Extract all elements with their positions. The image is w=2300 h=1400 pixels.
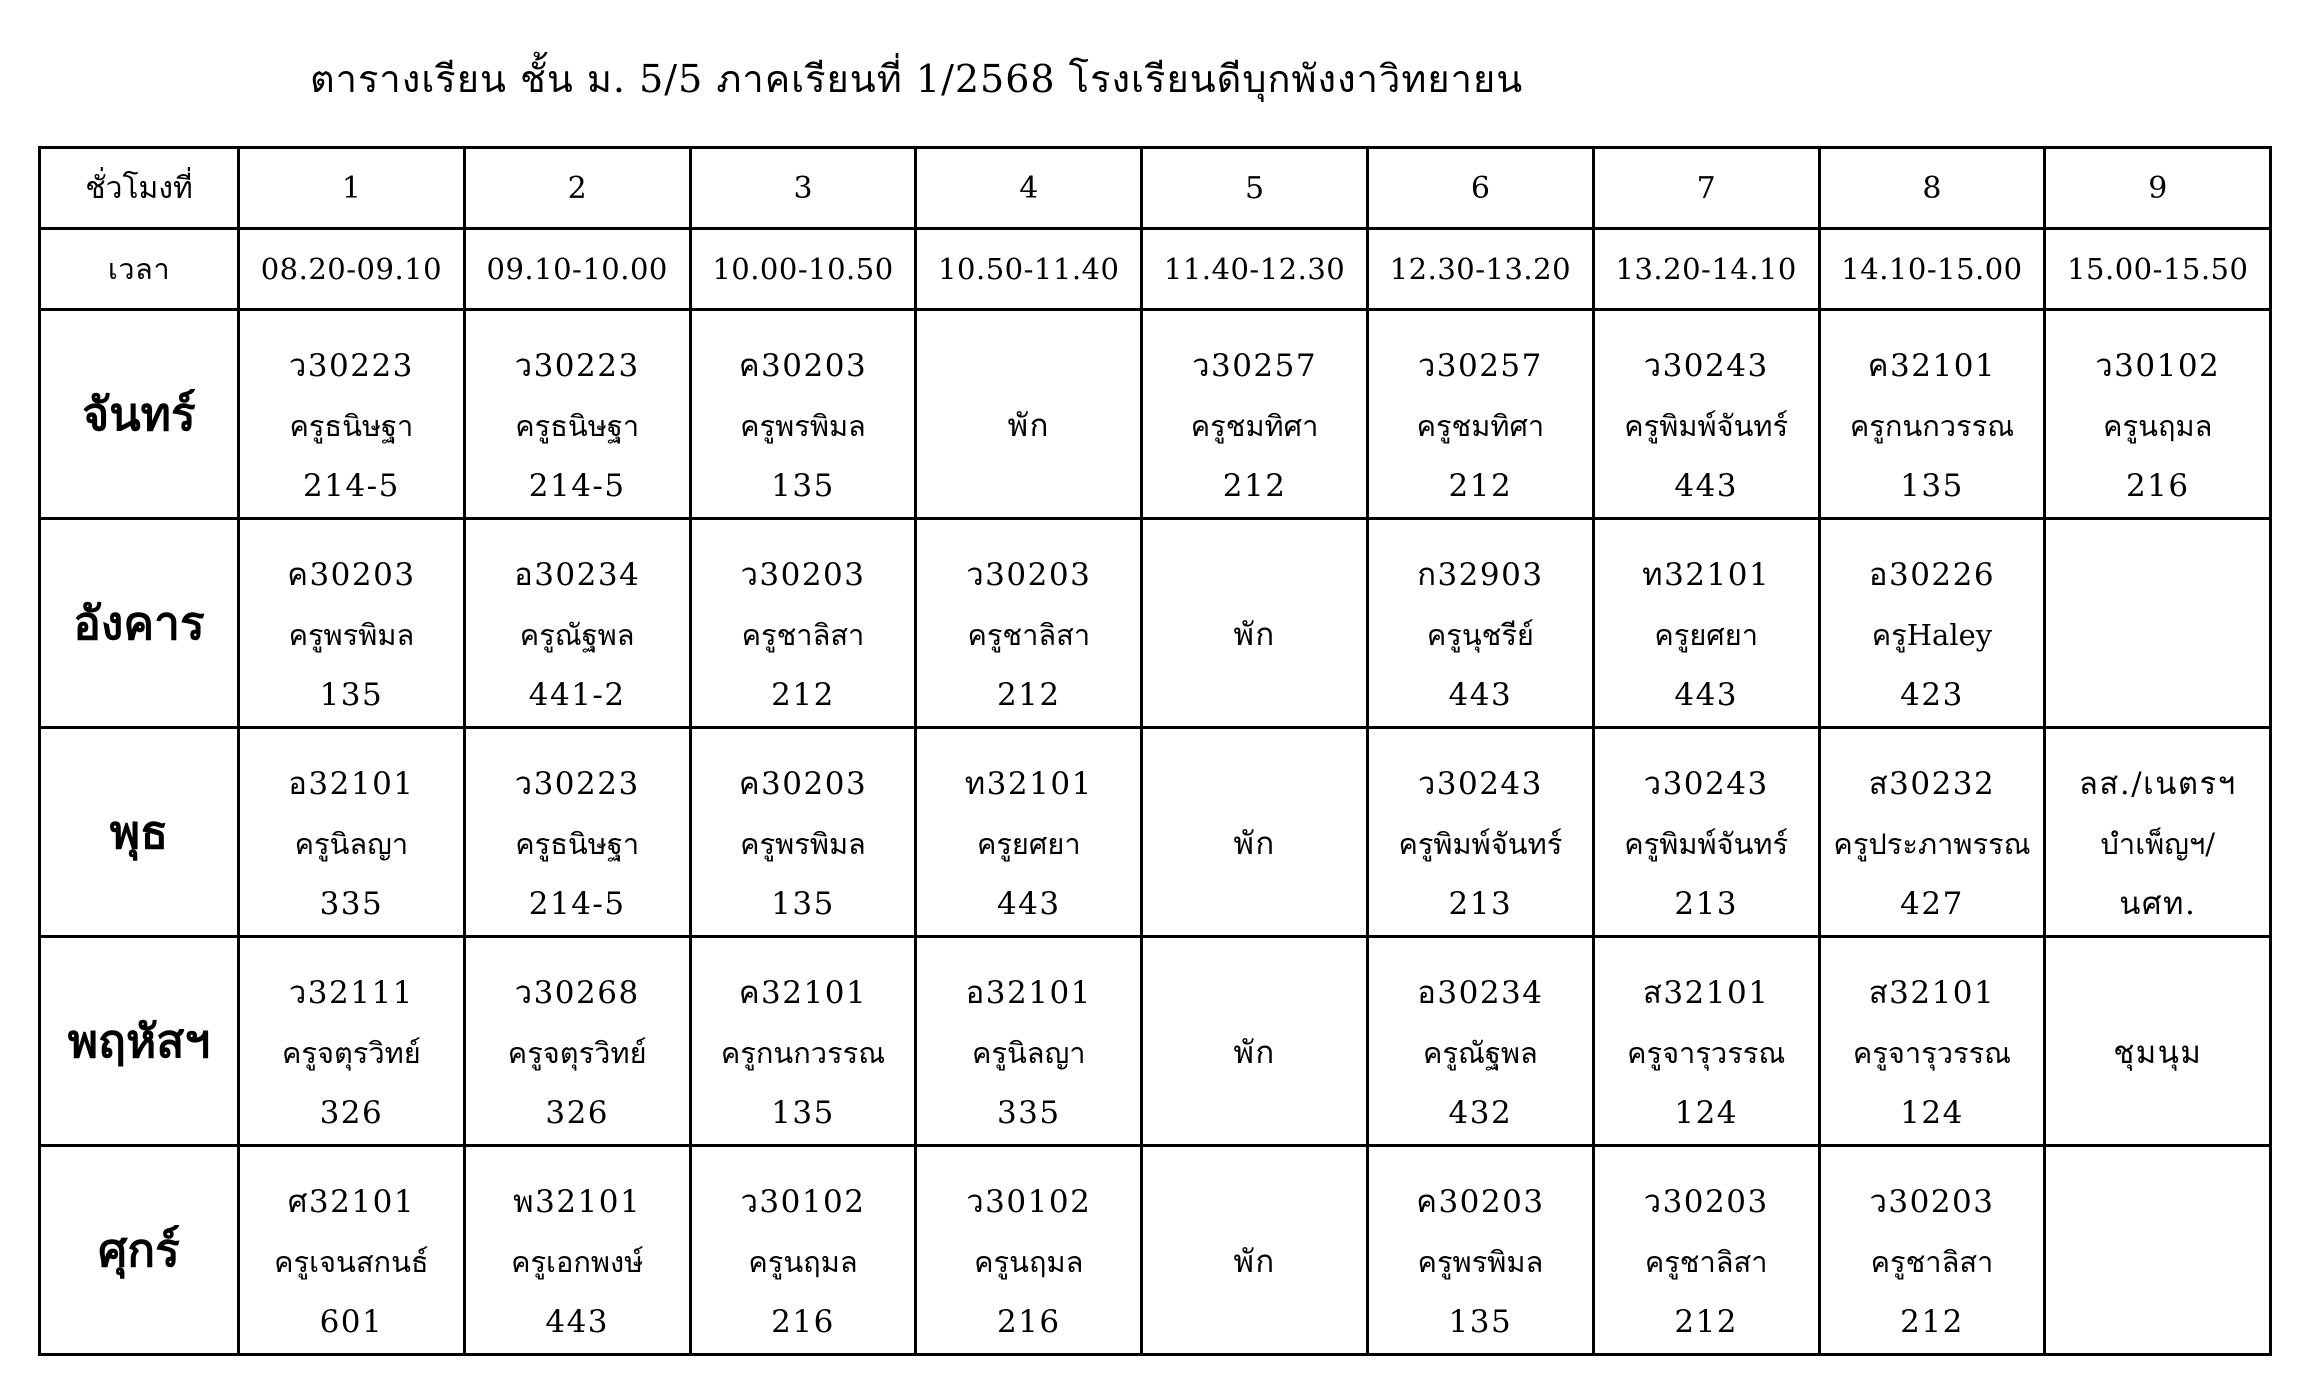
room-number: 432 — [1448, 1095, 1513, 1131]
subject-code: อ32101 — [965, 975, 1092, 1011]
subject-code: อ30234 — [1417, 975, 1544, 1011]
period-number: 1 — [239, 148, 465, 229]
schedule-cell — [239, 519, 465, 728]
subject-code: พัก — [1233, 1244, 1276, 1280]
room-number: 212 — [771, 677, 835, 713]
room-number: 326 — [545, 1095, 610, 1131]
schedule-cell — [690, 1146, 916, 1355]
schedule-cell — [464, 1146, 690, 1355]
subject-code: ก32903 — [1417, 557, 1544, 593]
schedule-cell — [690, 937, 916, 1146]
schedule-cell — [1819, 937, 2045, 1146]
time-range: 15.00-15.50 — [2045, 229, 2271, 310]
teacher-name: ครูนุชรีย์ — [1426, 618, 1534, 652]
period-number: 3 — [690, 148, 916, 229]
schedule-cell — [464, 310, 690, 519]
teacher-name: ครูพรพิมล — [740, 827, 866, 861]
schedule-cell — [464, 937, 690, 1146]
schedule-cell — [916, 728, 1142, 937]
schedule-cell — [239, 1146, 465, 1355]
subject-code: พัก — [1233, 617, 1276, 653]
period-number: 5 — [1142, 148, 1368, 229]
time-row — [40, 229, 2271, 310]
schedule-cell — [1367, 1146, 1593, 1355]
room-number: 212 — [1900, 1304, 1964, 1340]
subject-code: ส32101 — [1868, 975, 1996, 1011]
timetable — [38, 146, 2272, 1356]
subject-code: พัก — [1233, 1035, 1276, 1071]
period-number: 4 — [916, 148, 1142, 229]
teacher-name: ครูนฤมล — [974, 1245, 1084, 1279]
teacher-name: ครูธนิษฐา — [515, 409, 640, 443]
subject-code: ลส./เนตรฯ — [2078, 766, 2237, 802]
teacher-name: ครูชาลิสา — [1870, 1245, 1994, 1279]
teacher-name: ครูพรพิมล — [1417, 1245, 1544, 1279]
schedule-cell — [1367, 519, 1593, 728]
subject-code: ค32101 — [738, 975, 868, 1011]
schedule-cell — [2045, 519, 2271, 728]
teacher-name: ครูHaley — [1871, 618, 1993, 652]
subject-code: อ30226 — [1868, 557, 1996, 593]
schedule-cell — [1142, 728, 1368, 937]
period-row — [40, 148, 2271, 229]
time-range: 12.30-13.20 — [1367, 229, 1593, 310]
room-number: 427 — [1900, 886, 1964, 922]
room-number: 216 — [2125, 468, 2190, 504]
subject-code: ว30243 — [1643, 766, 1769, 802]
teacher-name: ครูจารุวรรณ — [1852, 1036, 2012, 1070]
subject-code: ว30203 — [740, 557, 866, 593]
room-number: 443 — [1674, 468, 1739, 504]
time-range: 14.10-15.00 — [1819, 229, 2045, 310]
teacher-name: ครูประภาพรรณ — [1833, 827, 2031, 861]
period-number: 9 — [2045, 148, 2271, 229]
room-number: 214-5 — [302, 468, 400, 504]
period-number: 8 — [1819, 148, 2045, 229]
room-number: 135 — [771, 468, 835, 504]
teacher-name: ครูจตุรวิทย์ — [507, 1036, 647, 1070]
day-name: อังคาร — [40, 519, 239, 728]
teacher-name: ครูพิมพ์จันทร์ — [1398, 827, 1563, 861]
day-row — [40, 310, 2271, 519]
schedule-cell — [1593, 310, 1819, 519]
schedule-cell — [239, 937, 465, 1146]
subject-code: อ32101 — [288, 766, 415, 802]
schedule-cell — [916, 519, 1142, 728]
room-number: 216 — [996, 1304, 1061, 1340]
time-range: 09.10-10.00 — [464, 229, 690, 310]
subject-code: พ32101 — [513, 1184, 642, 1220]
day-row — [40, 728, 2271, 937]
teacher-name: ครูกนกวรรณ — [1849, 409, 2015, 443]
room-number: 326 — [319, 1095, 384, 1131]
teacher-name: ครูพิมพ์จันทร์ — [1624, 409, 1789, 443]
subject-code: ว30223 — [514, 348, 640, 384]
room-number: 212 — [1448, 468, 1513, 504]
room-number: 124 — [1674, 1095, 1739, 1131]
subject-code: ท32101 — [1642, 557, 1771, 593]
subject-code: ว30203 — [966, 557, 1092, 593]
room-number: 443 — [1674, 677, 1739, 713]
time-header-label: เวลา — [40, 229, 239, 310]
room-number: 135 — [1900, 468, 1964, 504]
teacher-name: ครูชาลิสา — [741, 618, 865, 652]
schedule-cell — [1819, 728, 2045, 937]
period-header-label: ชั่วโมงที่ — [40, 148, 239, 229]
subject-code: ว30203 — [1643, 1184, 1769, 1220]
room-number: 213 — [1674, 886, 1739, 922]
room-number: 443 — [1448, 677, 1513, 713]
room-number: 443 — [996, 886, 1061, 922]
teacher-name: ครูนฤมล — [2103, 409, 2213, 443]
teacher-name: ครูยศยา — [1654, 618, 1758, 652]
day-row — [40, 519, 2271, 728]
teacher-name: ครูนิลญา — [294, 827, 409, 861]
room-number: 214-5 — [528, 468, 626, 504]
schedule-cell — [2045, 937, 2271, 1146]
teacher-name: ครูพรพิมล — [288, 618, 415, 652]
room-number: 335 — [319, 886, 384, 922]
schedule-cell — [1142, 310, 1368, 519]
schedule-cell — [1593, 937, 1819, 1146]
subject-code: ว30257 — [1417, 348, 1543, 384]
schedule-cell — [1367, 937, 1593, 1146]
room-number: 212 — [1222, 468, 1287, 504]
day-name: พุธ — [40, 728, 239, 937]
teacher-name: ครูเจนสกนธ์ — [274, 1245, 429, 1279]
room-number: 214-5 — [528, 886, 626, 922]
schedule-cell — [1593, 728, 1819, 937]
schedule-cell — [1593, 1146, 1819, 1355]
subject-code: ว30243 — [1643, 348, 1769, 384]
subject-code: ว30102 — [740, 1184, 866, 1220]
teacher-name: ครูชมทิศา — [1416, 409, 1545, 443]
day-row — [40, 937, 2271, 1146]
room-number: 135 — [1448, 1304, 1513, 1340]
subject-code: ค32101 — [1867, 348, 1997, 384]
subject-code: ชุมนุม — [2113, 1035, 2203, 1071]
subject-code: ว30203 — [1869, 1184, 1995, 1220]
room-number: 601 — [319, 1304, 384, 1340]
room-number: 443 — [545, 1304, 610, 1340]
teacher-name: ครูณัฐพล — [1422, 1036, 1538, 1070]
room-number: 335 — [996, 1095, 1061, 1131]
subject-code: ว30223 — [288, 348, 414, 384]
teacher-name: ครูจารุวรรณ — [1627, 1036, 1786, 1070]
subject-code: ศ32101 — [287, 1184, 416, 1220]
teacher-name: ครูธนิษฐา — [515, 827, 640, 861]
schedule-cell — [916, 937, 1142, 1146]
teacher-name: ครูนฤมล — [748, 1245, 858, 1279]
teacher-name: ครูกนกวรรณ — [720, 1036, 886, 1070]
teacher-name: ครูพิมพ์จันทร์ — [1624, 827, 1789, 861]
subject-code: ท32101 — [964, 766, 1093, 802]
subject-code: ส30232 — [1868, 766, 1996, 802]
room-number: 423 — [1900, 677, 1964, 713]
teacher-name: ครูชาลิสา — [967, 618, 1091, 652]
room-number: 124 — [1900, 1095, 1964, 1131]
teacher-name: ครูพรพิมล — [740, 409, 866, 443]
schedule-cell — [1819, 310, 2045, 519]
subject-code: ว30102 — [2095, 348, 2221, 384]
room-number: นศท. — [2119, 886, 2197, 922]
day-row — [40, 1146, 2271, 1355]
subject-code: ว30243 — [1417, 766, 1543, 802]
day-name: จันทร์ — [40, 310, 239, 519]
subject-code: ส32101 — [1642, 975, 1770, 1011]
room-number: 135 — [319, 677, 384, 713]
subject-code: พัก — [1233, 826, 1276, 862]
schedule-cell — [1819, 519, 2045, 728]
schedule-cell — [690, 310, 916, 519]
teacher-name: ครูนิลญา — [972, 1036, 1086, 1070]
subject-code: ค30203 — [287, 557, 416, 593]
period-number: 6 — [1367, 148, 1593, 229]
schedule-cell — [690, 519, 916, 728]
teacher-name: บำเพ็ญฯ/ — [2100, 827, 2216, 861]
schedule-cell — [464, 519, 690, 728]
schedule-cell — [2045, 1146, 2271, 1355]
room-number: 213 — [1448, 886, 1513, 922]
subject-code: ว30268 — [514, 975, 640, 1011]
period-number: 7 — [1593, 148, 1819, 229]
subject-code: พัก — [1007, 408, 1050, 444]
day-name: ศุกร์ — [40, 1146, 239, 1355]
room-number: 212 — [996, 677, 1061, 713]
subject-code: ค30203 — [1416, 1184, 1545, 1220]
schedule-cell — [464, 728, 690, 937]
schedule-cell — [1142, 937, 1368, 1146]
subject-code: ว30223 — [514, 766, 640, 802]
schedule-cell — [2045, 310, 2271, 519]
subject-code: อ30234 — [514, 557, 641, 593]
teacher-name: ครูณัฐพล — [519, 618, 635, 652]
time-range: 11.40-12.30 — [1142, 229, 1368, 310]
schedule-cell — [1142, 519, 1368, 728]
room-number: 135 — [771, 1095, 835, 1131]
schedule-cell — [1367, 310, 1593, 519]
schedule-cell — [2045, 728, 2271, 937]
schedule-cell — [1367, 728, 1593, 937]
schedule-cell — [690, 728, 916, 937]
time-range: 08.20-09.10 — [239, 229, 465, 310]
day-name: พฤหัสฯ — [40, 937, 239, 1146]
room-number: 135 — [771, 886, 835, 922]
schedule-cell — [1142, 1146, 1368, 1355]
subject-code: ว32111 — [288, 975, 414, 1011]
time-range: 10.00-10.50 — [690, 229, 916, 310]
subject-code: ว30257 — [1192, 348, 1318, 384]
schedule-cell — [1819, 1146, 2045, 1355]
subject-code: ว30102 — [966, 1184, 1092, 1220]
teacher-name: ครูชมทิศา — [1190, 409, 1319, 443]
period-number: 2 — [464, 148, 690, 229]
schedule-cell — [916, 310, 1142, 519]
room-number: 212 — [1674, 1304, 1739, 1340]
room-number: 441-2 — [528, 677, 626, 713]
schedule-cell — [916, 1146, 1142, 1355]
subject-code: ค30203 — [738, 348, 868, 384]
schedule-cell — [239, 728, 465, 937]
teacher-name: ครูชาลิสา — [1644, 1245, 1768, 1279]
teacher-name: ครูเอกพงษ์ — [511, 1245, 644, 1279]
teacher-name: ครูจตุรวิทย์ — [282, 1036, 421, 1070]
teacher-name: ครูยศยา — [976, 827, 1081, 861]
time-range: 13.20-14.10 — [1593, 229, 1819, 310]
page-title: ตารางเรียน ชั้น ม. 5/5 ภาคเรียนที่ 1/2568 โรงเรียนดีบุกพังงาวิทยายน — [310, 57, 1524, 101]
time-range: 10.50-11.40 — [916, 229, 1142, 310]
teacher-name: ครูธนิษฐา — [289, 409, 414, 443]
schedule-cell — [239, 310, 465, 519]
room-number: 216 — [771, 1304, 835, 1340]
subject-code: ค30203 — [738, 766, 868, 802]
schedule-cell — [1593, 519, 1819, 728]
